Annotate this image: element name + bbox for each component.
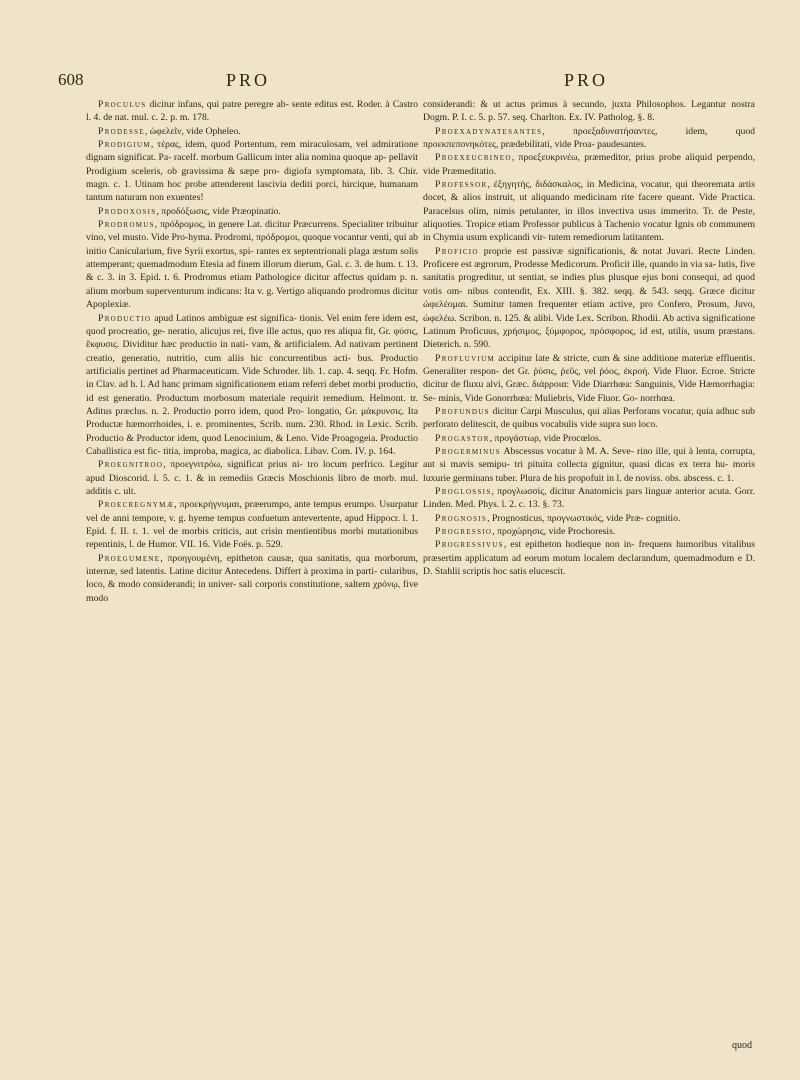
dictionary-entry [423,405,755,432]
dictionary-entry: Progressivus, est epitheton hodieque non in- frequens humoribus vitalibus præsertim applicatum ad eorum motum localem declarandum, quemadmodum e D. D. Stahlii scriptis hoc satis elucescit. [423,539,755,578]
entry-text: τέρας, idem, quod Portentum, rem miraculosam, vel admiratione dignam significat. Pa- racelf. morbum Gallicum inter alia nomina quoque ap- pellavit Prodigium sceleris, ob gravissima & sæpe pro- digiofa symptomata, lib. 3. Chir. magn. c. 1. Utinam hoc probe attenderent lascivia dediti porci, hircique, humanam tantum naturam non exuentes! [86,139,418,204]
entry-text: Prognosticus, προγνωστικός, vide Præ- cognitio. [491,512,681,524]
entry-headword: Progressivus [435,539,504,551]
dictionary-entry: Proglossis, προγλωσσίς, dicitur Anatomicis pars linguæ anterior acuta. Gorr. Linden. Med. Phys. l. 2. c. 13. §. 73. [423,485,755,511]
entry-text: προεγνιτρόω, significat prius ni- tro locum perfrico. Legitur apud Dioscorid. l. 5. c. 1. & in remediis Græcis Moschionis libro de morb. mul. additis c. ult. [86,459,418,497]
entry-text: ἐξηγητής, διδάσκαλος, in Medicina, vocatur, qui theoremata artis docet, & alios instruit, ut aliquando medicinam rite facere queant. Vide Practica. Paracelsus olim, nimis petulanter, in illos invectiva usus immerito. Tr. de Peste, aliquoties. Tropice etiam Professor publicus à Tachenio vocatur Ignis ob communem in Chymia usum explicandi vir- tutem remediorum latitantem. [423,179,756,244]
entry-text: προεξευκρινέω, præmeditor, prius probe aliquid perpendo, vide Præmeditatio. [423,152,756,177]
entry-headword: Proegnitroo [98,459,164,471]
entry-headword: Proexeucrineo [435,152,512,164]
dictionary-entry [86,312,418,459]
dictionary-entry: Progastor, προγάστωρ, vide Procœlos. [435,432,602,444]
entry-headword: Profundus [435,405,490,417]
entry-text: πρόδρομος, in genere Lat. dicitur Præcurrens. Specialiter tribuitur vino, vel musto. Vide Pro-hyma. Prodromi, πρόδρομοι, quoque vocantur venti, qui ab initio Canicularium, five Syrii exortus, spi- rantes ex septentrionali plaga æstum solis attemperant; quemadmodum Etesia ad finem illorum dierum, Gal. c. 3. de hum. t. 13. & c. 3. in 3. Epid. t. 6. Prodromus etiam Pathologice dicitur affectus quidam p. n. alium morbum superventurum indicans: Ita v. g. Vertigo aliquando prodromus dicitur Apoplexiæ. [86,219,418,311]
dictionary-entry: Proexeucrineo, προεξευκρινέω, præmeditor, prius probe aliquid perpendo, vide Præmeditatio. [423,152,756,177]
entry-headword: Proecregnymæ [98,499,175,511]
entry-text: προγάστωρ, vide Procœlos. [494,432,602,444]
entry-headword: Productio [98,312,152,324]
left-column [86,98,418,605]
entry-headword: Progressio [435,526,493,537]
entry-text: προδόξωσις, vide Præopinatio. [161,205,281,217]
entry-text: προεξαδυνατήσαντες, idem, quod προεκπεπονηκότες, prædebilitati, vide Proa- paudesantes. [423,125,756,151]
entry-headword: Proexadynatesantes [435,125,543,137]
entry-headword: Progastor [435,432,490,444]
entry-headword: Prodoxosis [98,205,157,217]
catchword: quod [732,1040,752,1051]
dictionary-entry: Proecregnymæ, προεκρήγνυμαι, præerumpo, ante tempus erumpo. Usurpatur vel de anni tempore, v. g. hyeme tempus confuetum antevertente, apud Hippocr. l. 1. Epid. f. II. t. 1. vel de morbis criticis, aut crisin mentientibus morbi mutationibus repentinis, l. de Humor. VII. 16. Vide Foës. p. 529. [86,499,419,551]
dictionary-entry: Proegumene, προηγουμένη, epitheton causæ, qua sanitatis, qua morborum, internæ, sed latentis. Latine dicitur Antecedens. Differt à proxima in parti- cularibus, loco, & modo considerandi; in univer- sali corporis constitutione, saltem χρόνῳ, five modo [86,552,418,604]
entry-text: apud Latinos ambiguæ est significa- tionis. Vel enim fere idem est, quod procreatio, ge- neratio, alicujus rei, five ille actus, quo res aliqua fit, Gr. φύσις, ἔκφυσις. Dividitur hæc productio in nati- vam, & artificialem. Ad nativam pertinent creatio, generatio, nutritio, cum aliis hic concurrentibus acti- bus. Productio artificialis pertinet ad Pharmaceuticam. Vide Schroder. lib. 1. cap. 4. seqq. Fr. Hofm. in Clav. ad h. l. Ad hanc primam significationem etiam referri debet morbi productio, id est generatio. Productum morbosum materiale requirit remedium. Helmont. tr. Aditus præclus. n. 2. Productio porro idem, quod Pro- longatio, Gr. μάκρυνσις. Ita Productæ hæmorrhoides, i. e. prominentes, Scrib. num. 230. Rhod. in Lexic. Scrib. Productio & Productor idem, quod Lenocinium, & Leno. Vide Proagogeia. Productio Caballistica est fic- titia, improba, magica, ac diabolica. Libav. Com. IV. p. 164. [86,312,418,457]
dictionary-entry [423,352,755,405]
dictionary-entry [423,245,755,352]
page-number: 608 [58,70,84,89]
entry-text: προχώρησις, vide Prochoresis. [497,526,616,537]
dictionary-entry: Proegnitroo, προεγνιτρόω, significat prius ni- tro locum perfrico. Legitur apud Dioscorid. l. 5. c. 1. & in remediis Græcis Moschionis libro de morb. mul. additis c. ult. [86,459,418,497]
entry-text: considerandi: & ut actus primus à secundo, juxta Philosophos. Legantur nostra Dogm. P. I. c. 5. p. 57. seq. Charlton. Ex. IV. Patholog. §. 8. [423,99,755,124]
dictionary-entry [423,445,755,485]
dictionary-entry: Prodesse, ὠφελεῖν, vide Opheleo. [98,125,241,137]
entry-headword: Proegumene [98,552,161,564]
dictionary-entry: Prodigium, τέρας, idem, quod Portentum, rem miraculosam, vel admiratione dignam significat. Pa- racelf. morbum Gallicum inter alia nomina quoque ap- pellavit Prodigium sceleris, ob gravissima & sæpe pro- digiofa symptomata, lib. 3. Chir. magn. c. 1. Utinam hoc probe attenderent lascivia dediti porci, hircique, humanam tantum naturam non exuentes! [86,139,418,204]
dictionary-entry: Prognosis, Prognosticus, προγνωστικός, vide Præ- cognitio. [435,512,681,524]
entry-text: accipitur late & stricte, cum & sine additione materiæ effluentis. Generaliter respon- det Gr. ῥύσις, ῥεῦς, vel ῥόος, ἐκροή. Vide Fluor. Ecroe. Stricte dicitur de fluxu alvi, Græc. διάρροια: Vide Diarrhœa: Sanguinis, Vide Hæmorrhagia: Se- minis, Vide Gonorrhœa: Muliebris, Vide Fluor. Go- norrhœa. [423,352,756,404]
dictionary-entry: Prodoxosis, προδόξωσις, vide Præopinatio. [98,205,281,217]
entry-text: dicitur infans, qui patre peregre ab- sente editus est. Roder. à Castro l. 4. de nat. mul. c. 2. p. m. 178. [86,99,418,124]
entry-text: est epitheton hodieque non in- frequens humoribus vitalibus præsertim applicatum ad eorum motum localem declarandum, quemadmodum e D. D. Stahlii scriptis hoc satis elucescit. [423,539,755,578]
running-head-right: PRO [564,70,609,90]
entry-headword: Proglossis [435,485,492,497]
entry-text: dicitur Carpi Musculus, qui alias Perforans vocatur, quia adhuc sub perforato delitescit, de quibus vocabulis vide supra suo loco. [423,405,756,431]
entry-headword: Prodesse [98,125,145,137]
dictionary-entry: Professor, ἐξηγητής, διδάσκαλος, in Medicina, vocatur, qui theoremata artis docet, & alios instruit, ut aliquando medicinam rite facere queant. Vide Practica. Paracelsus olim, nimis petulanter, in illos invectiva usus immerito. Tr. de Peste, aliquoties. Tropice etiam Professor publicus à Tachenio vocatur Ignis ob communem in Chymia usum explicandi vir- tutem remediorum latitantem. [423,179,756,244]
entry-headword: Prodigium [98,139,151,151]
entry-text: proprie est passivæ significationis, & notat Juvari. Recte Linden. Proficere est ægrorum, Prodesse Medicorum. Proficit ille, quando in via sa- lutis, five sanitatis progreditur, ut sentiat, se indies plus plusque ejus boni consequi, ad quod votis om- nibus contendit, Ex. XIII. §. 382. seqq. & 543. seqq. Græce dicitur ὠφελέομαι. Sumitur tamen frequenter etiam active, pro Confero, Prosum, Juvo, ὠφελέω. Scribon. n. 125. & alibi. Vide Lex. Scribon. Rhodii. Ab activa significatione Latinum Proficuus, χρήσιμος, ξύμφορος, πρόσφορος, id est, utilis, usum præstans. Dieterich. n. 590. [423,245,755,351]
entry-headword: Progerminus [435,445,501,457]
dictionary-entry [86,98,418,125]
running-head-left: PRO [226,70,271,90]
entry-headword: Prognosis [435,512,488,524]
entry-text: προηγουμένη, epitheton causæ, qua sanitatis, qua morborum, internæ, sed latentis. Latine dicitur Antecedens. Differt à proxima in parti- cularibus, loco, & modo considerandi; in univer- sali corporis constitutione, saltem χρόνῳ, five modo [86,552,418,604]
entry-text: προεκρήγνυμαι, præerumpo, ante tempus erumpo. Usurpatur vel de anni tempore, v. g. hyeme tempus confuetum antevertente, apud Hippocr. l. 1. Epid. f. II. t. 1. vel de morbis criticis, aut crisin mentientibus morbi mutationibus repentinis, l. de Humor. VII. 16. Vide Foës. p. 529. [86,499,419,551]
entry-headword: Prodromus [98,219,155,231]
entry-headword: Profluvium [435,352,496,364]
entry-headword: Professor [435,179,488,191]
continued-text [423,98,755,125]
dictionary-entry: Proexadynatesantes, προεξαδυνατήσαντες, idem, quod προεκπεπονηκότες, prædebilitati, vide Proa- paudesantes. [423,125,756,151]
right-column [423,98,755,578]
entry-text: Abscessus vocatur à M. A. Seve- rino ille, qui à lenta, corrupta, aut si mavis semipu- tri pituita collecta gignitur, quasi dicas ex terra hu- moris luxurie germinans tuber. Plura de his propofuit in l. de noviss. obs. abscess. c. 1. [423,445,755,484]
entry-headword: Proficio [435,245,479,257]
entry-headword: Proculus [98,99,147,110]
dictionary-entry: Prodromus, πρόδρομος, in genere Lat. dicitur Præcurrens. Specialiter tribuitur vino, vel musto. Vide Pro-hyma. Prodromi, πρόδρομοι, quoque vocantur venti, qui ab initio Canicularium, five Syrii exortus, spi- rantes ex septentrionali plaga æstum solis attemperant; quemadmodum Etesia ad finem illorum dierum, Gal. c. 3. de hum. t. 13. & c. 3. in 3. Epid. t. 6. Prodromus etiam Pathologice dicitur affectus quidam p. n. alium morbum superventurum indicans: Ita v. g. Vertigo aliquando prodromus dicitur Apoplexiæ. [86,219,418,311]
entry-text: ὠφελεῖν, vide Opheleo. [149,125,241,137]
entry-text: προγλωσσίς, dicitur Anatomicis pars linguæ anterior acuta. Gorr. Linden. Med. Phys. l. 2. c. 13. §. 73. [423,485,755,511]
dictionary-entry: Progressio, προχώρησις, vide Prochoresis. [435,526,616,537]
